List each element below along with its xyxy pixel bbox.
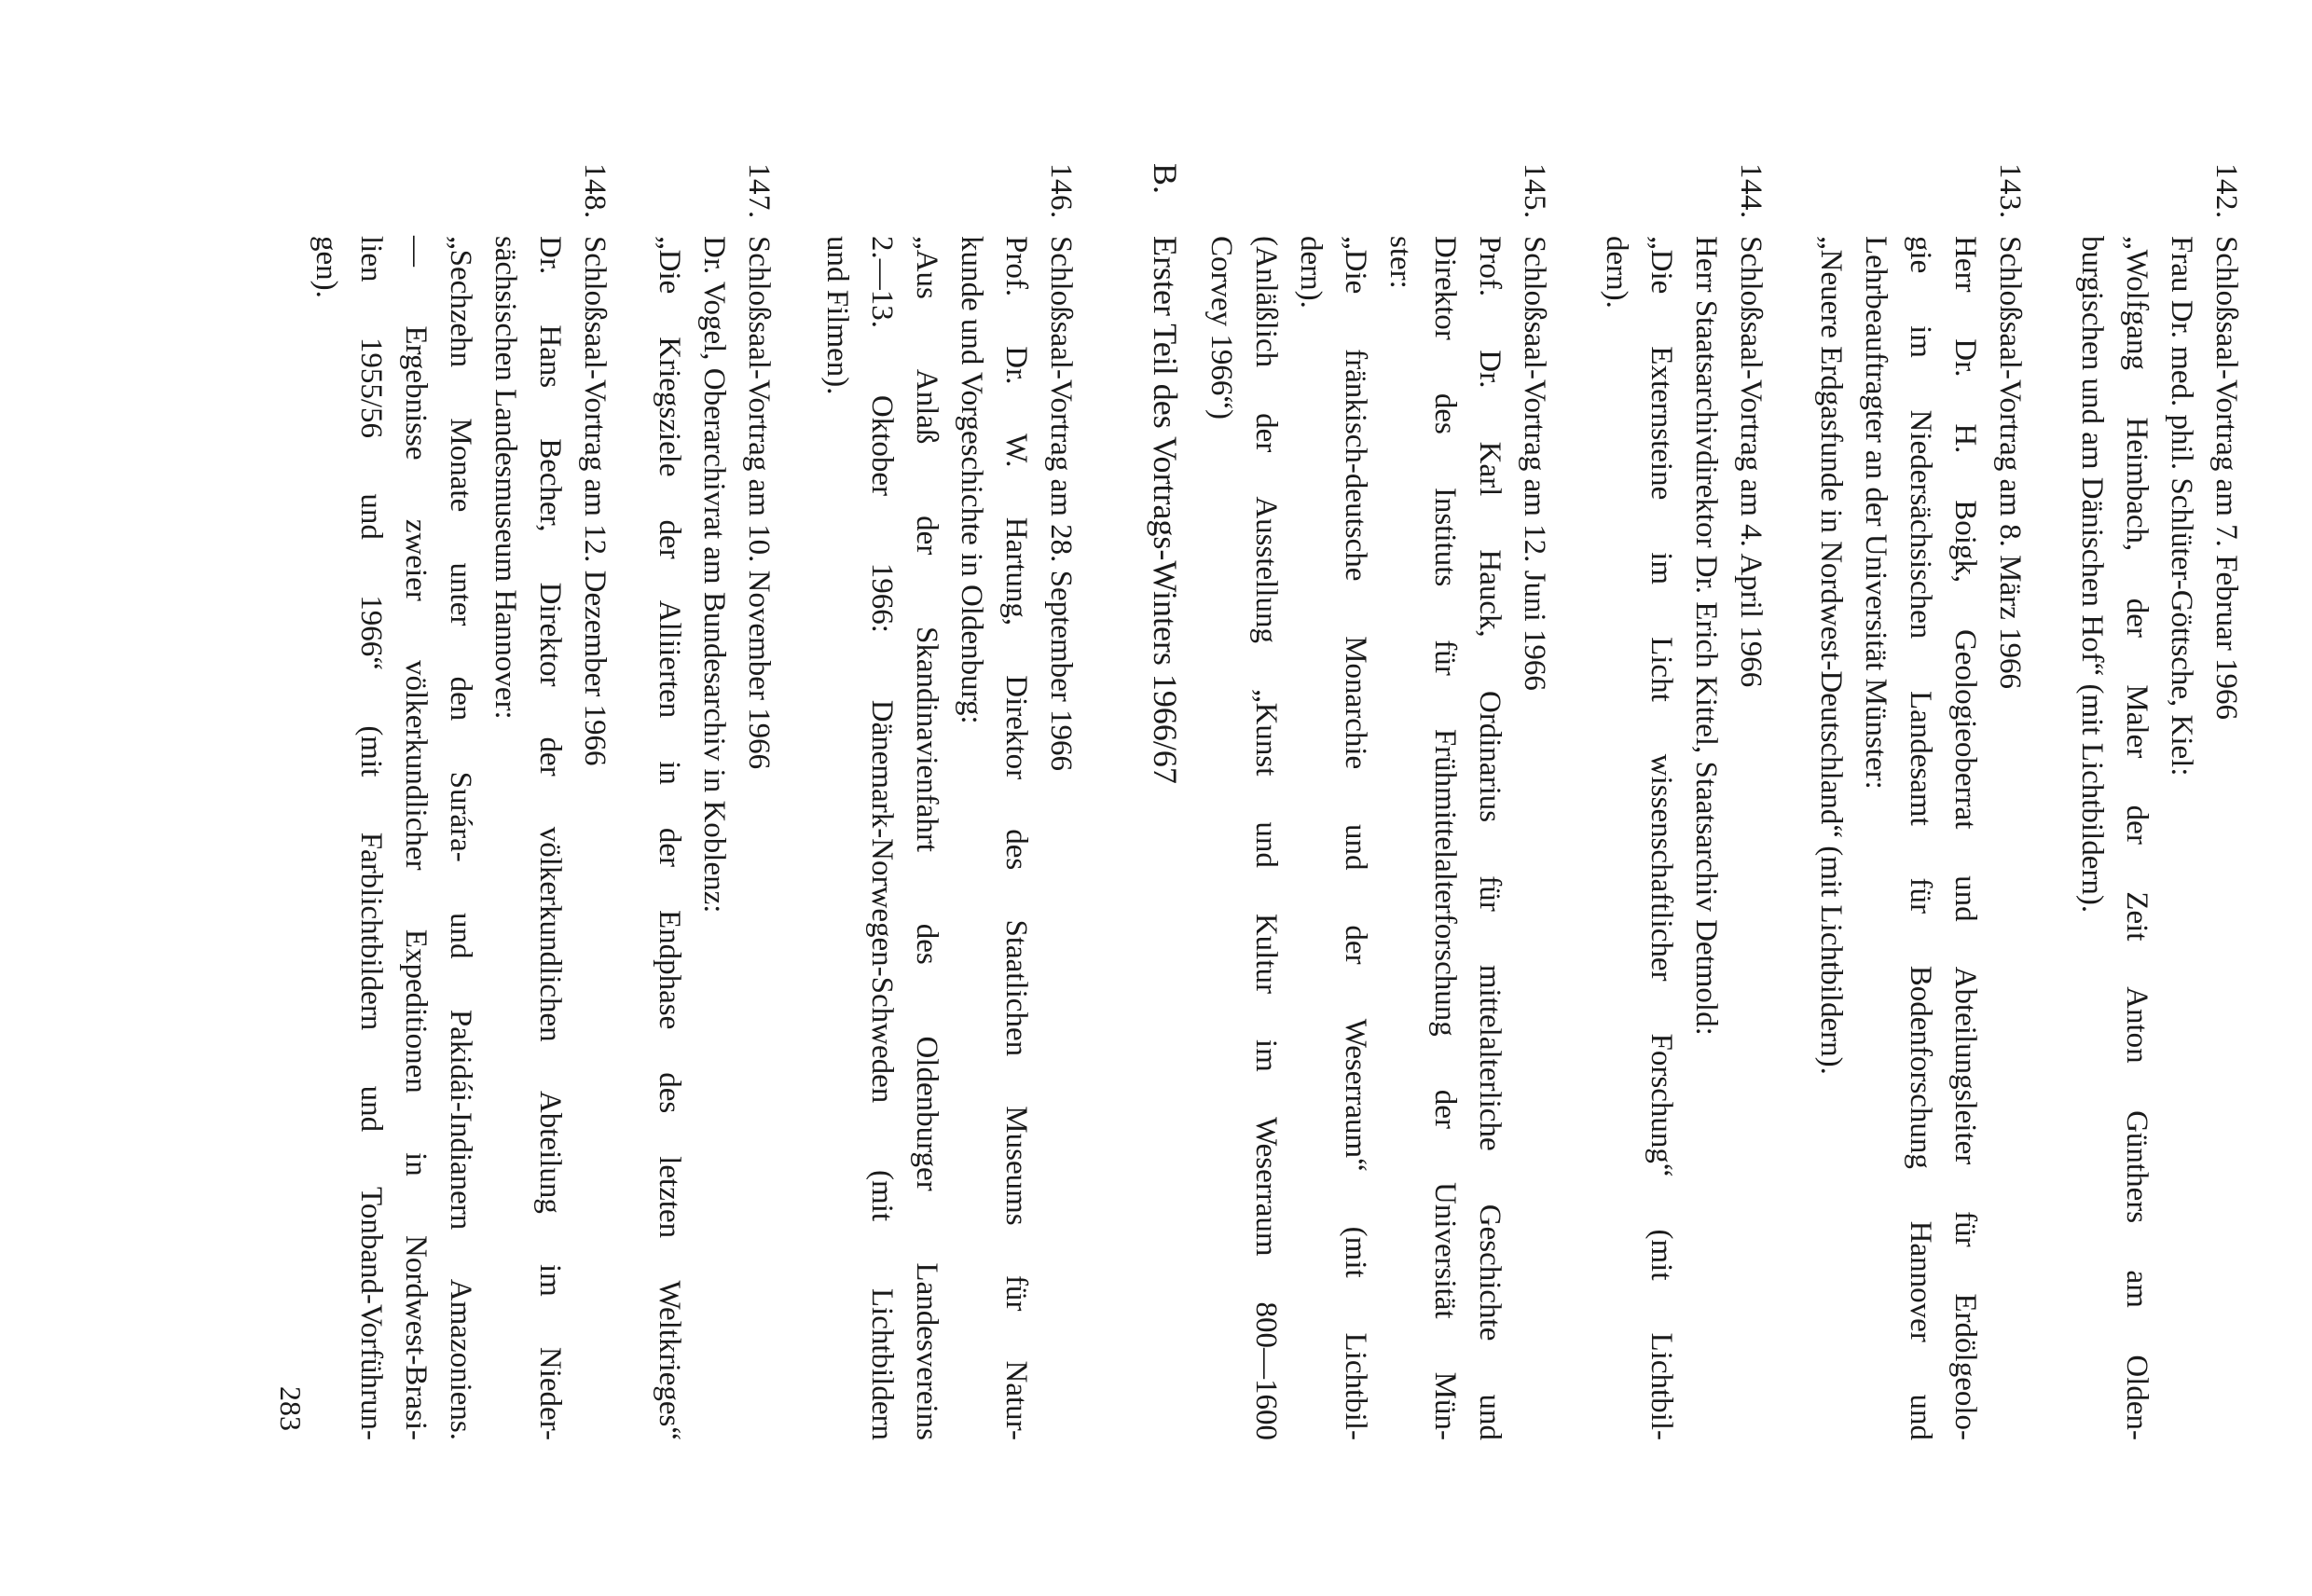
entry-number: 147. — [742, 163, 776, 219]
section-title: Erster Teil des Vortrags-Winters 1966/67 — [1147, 236, 1184, 784]
entry-line: Prof. Dr. Karl Hauck, Ordinarius für mittelalterliche Geschichte und — [1473, 236, 1507, 1440]
entry-line: Herr Staatsarchivdirektor Dr. Erich Kittel, Staatsarchiv Detmold: — [1689, 236, 1723, 1036]
entry-line: 2.—13. Oktober 1966: Dänemark-Norwegen-Schweden (mit Lichtbildern — [865, 236, 899, 1440]
entry-line: Dr. Hans Becher, Direktor der völkerkundlichen Abteilung im Nieder- — [533, 236, 567, 1440]
entry-line: „Die fränkisch-deutsche Monarchie und der Weserraum“ (mit Lichtbil- — [1339, 236, 1372, 1440]
entry-line: Dr. Vogel, Oberarchivrat am Bundesarchiv in Koblenz: — [697, 236, 731, 914]
entry-line: Prof. Dr. W. Hartung, Direktor des Staatlichen Museums für Natur- — [999, 236, 1033, 1440]
entry-number: 148. — [578, 163, 612, 219]
entry-line: Schloßsaal-Vortrag am 12. Juni 1966 — [1518, 236, 1551, 691]
entry-line: burgischen und am Dänischen Hof“ (mit Lichtbildern). — [2075, 236, 2109, 914]
entry-line: „Aus Anlaß der Skandinavienfahrt des Oldenburger Landesvereins — [910, 236, 943, 1440]
entry-line: „Wolfgang Heimbach, der Maler der Zeit Anton Günthers am Olden- — [2120, 236, 2154, 1440]
entry-line: Schloßsaal-Vortrag am 4. April 1966 — [1734, 236, 1768, 688]
entry-line: Schloßsaal-Vortrag am 12. Dezember 1966 — [578, 236, 612, 766]
entry-line: Schloßsaal-Vortrag am 8. März 1966 — [1993, 236, 2027, 690]
entry-line: Schloßsaal-Vortrag am 10. November 1966 — [742, 236, 776, 770]
entry-number: 143. — [1993, 163, 2027, 219]
entry-143 — [1809, 163, 2032, 1440]
entry-line: „Neuere Erdgasfunde in Nordwest-Deutschland“ (mit Lichtbildern). — [1814, 236, 1848, 1075]
entry-146 — [815, 163, 1083, 1440]
section-heading — [1143, 163, 1188, 1440]
entry-number: 146. — [1044, 163, 1078, 219]
entry-145 — [1199, 163, 1557, 1440]
entry-line: gen). — [310, 236, 343, 298]
entry-line: ster: — [1383, 236, 1417, 289]
entry-line: lien 1955/56 und 1966“ (mit Farblichtbildern und Tonband-Vorführun- — [354, 236, 388, 1440]
entry-line: dern). — [1600, 236, 1633, 309]
entry-line: „Sechzehn Monate unter den Surára- und Pakidái-Indianern Amazoniens. — [444, 236, 477, 1440]
entry-line: (Anläßlich der Ausstellung „Kunst und Kultur im Weserraum 800—1600 — [1249, 236, 1283, 1440]
entry-147 — [647, 163, 781, 1440]
entry-line: „Die Externsteine im Licht wissenschaftlicher Forschung“ (mit Lichtbil- — [1645, 236, 1678, 1440]
entry-line: Frau Dr. med. phil. Schlüter-Göttsche, Kiel: — [2165, 236, 2198, 777]
entry-line: Lehrbeauftragter an der Universität Münster: — [1859, 236, 1892, 790]
entry-number: 144. — [1734, 163, 1768, 219]
entry-number: 145. — [1518, 163, 1551, 219]
entry-line: kunde und Vorgeschichte in Oldenburg: — [955, 236, 988, 724]
entry-line: Schloßsaal-Vortrag am 28. September 1966 — [1044, 236, 1078, 772]
entry-line: und Filmen). — [820, 236, 854, 395]
entry-line: „Die Kriegsziele der Alliierten in der Endphase des letzten Weltkrieges“ — [653, 236, 686, 1440]
rotated-page — [254, 163, 2249, 1440]
entry-line: Corvey 1966“) — [1204, 236, 1238, 420]
section-letter: B. — [1147, 163, 1184, 195]
entry-line: Schloßsaal-Vortrag am 7. Februar 1966 — [2209, 236, 2243, 721]
entry-148 — [304, 163, 617, 1440]
entry-142 — [2070, 163, 2249, 1440]
entry-line: dern). — [1294, 236, 1328, 309]
entry-line: — Ergebnisse zweier völkerkundlicher Expeditionen in Nordwest-Brasi- — [399, 236, 433, 1440]
entry-line: sächsischen Landesmuseum Hannover: — [489, 236, 522, 720]
entry-line: gie im Niedersächsischen Landesamt für Bodenforschung Hannover und — [1904, 236, 1937, 1440]
entry-line: Direktor des Instituts für Frühmittelalterforschung der Universität Mün- — [1428, 236, 1462, 1440]
entry-144 — [1594, 163, 1773, 1440]
page-number: 283 — [274, 1386, 308, 1431]
entry-number: 142. — [2209, 163, 2243, 219]
entry-line: Herr Dr. H. Boigk, Geologieoberrat und Abteilungsleiter für Erdölgeolo- — [1948, 236, 1982, 1440]
